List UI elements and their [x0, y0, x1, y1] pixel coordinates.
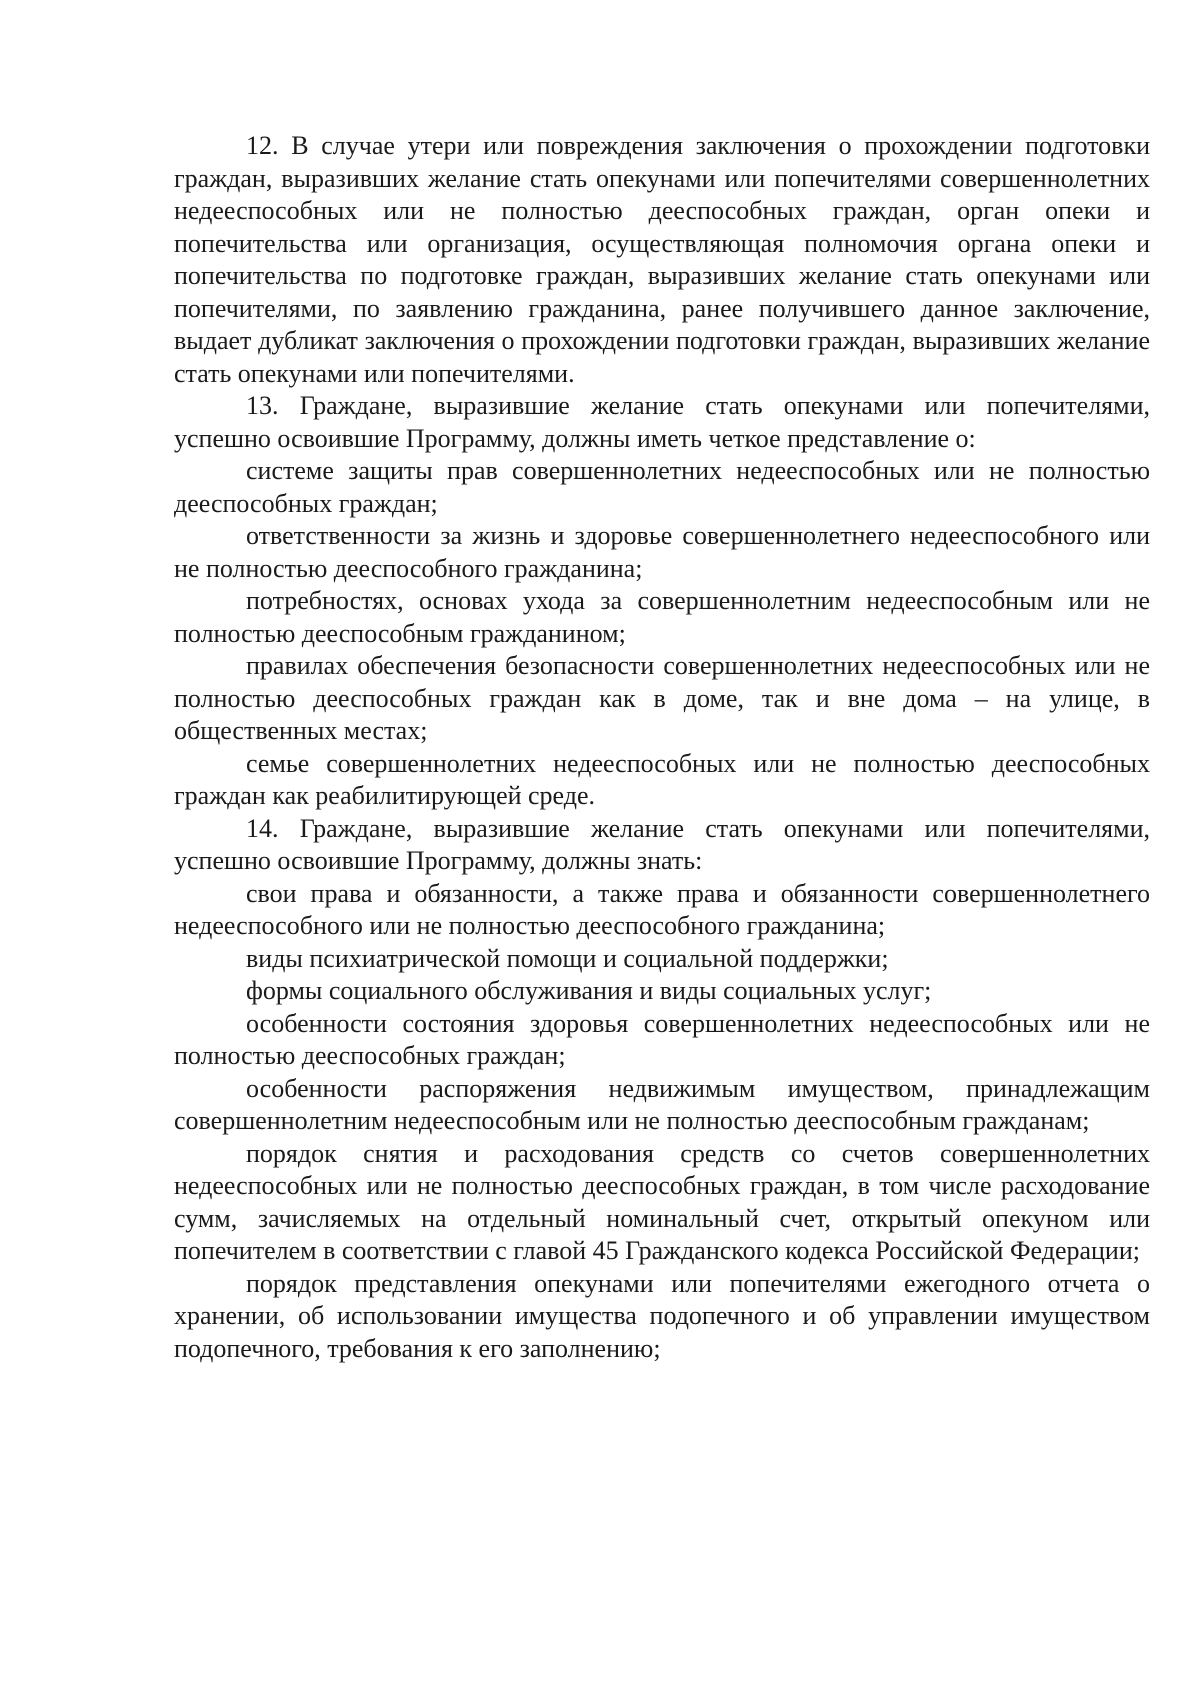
list-item: порядок представления опекунами или попечителями ежегодного отчета о хранении, об использовании имущества подопечного и об управлении имуществом подопечного, требования к его заполнению; [174, 1268, 1150, 1363]
paragraph-13: 13. Граждане, выразившие желание стать опекунами или попечителями, успешно освоившие Программу, должны иметь четкое представление о: [174, 391, 1150, 453]
list-item: формы социального обслуживания и виды социальных услуг; [246, 976, 932, 1005]
list-item: особенности состояния здоровья совершеннолетних недееспособных или не полностью дееспособных граждан; [174, 1008, 1150, 1070]
paragraph-14: 14. Граждане, выразившие желание стать опекунами или попечителями, успешно освоившие Программу, должны знать: [174, 813, 1150, 875]
list-item: виды психиатрической помощи и социальной поддержки; [246, 943, 889, 973]
paragraph-12: 12. В случае утери или повреждения заключения о прохождении подготовки граждан, выразивших желание стать опекунами или попечителями совершеннолетних недееспособных или не полностью дееспособных граждан, орган опеки и попечительства или организация, осуществляющая полномочия органа опеки и попечительства по подготовке граждан, выразивших желание стать опекунами или попечителями, по заявлению гражданина, ранее получившего данное заключение, выдает дубликат заключения о прохождении подготовки граждан, выразивших желание стать опекунами или попечителями. [174, 131, 1150, 388]
list-item: потребностях, основах ухода за совершеннолетним недееспособным или не полностью дееспособным гражданином; [174, 586, 1150, 648]
list-item: свои права и обязанности, а также права и обязанности совершеннолетнего недееспособного или не полностью дееспособного гражданина; [174, 878, 1150, 940]
list-item: ответственности за жизнь и здоровье совершеннолетнего недееспособного или не полностью дееспособного гражданина; [174, 521, 1150, 583]
list-item: семье совершеннолетних недееспособных или не полностью дееспособных граждан как реабилитирующей среде. [174, 748, 1150, 810]
list-item: правилах обеспечения безопасности совершеннолетних недееспособных или не полностью дееспособных граждан как в доме, так и вне дома – на улице, в общественных местах; [174, 651, 1150, 745]
list-item: системе защиты прав совершеннолетних недееспособных или не полностью дееспособных граждан; [174, 456, 1150, 518]
list-item: порядок снятия и расходования средств со счетов совершеннолетних недееспособных или не полностью дееспособных граждан, в том числе расходование сумм, зачисляемых на отдельный номинальный счет, открытый опекуном или попечителем в соответствии с главой 45 Гражданского кодекса Российской Федерации; [174, 1138, 1150, 1265]
document-body [174, 130, 1150, 1365]
list-item: особенности распоряжения недвижимым имуществом, принадлежащим совершеннолетним недееспособным или не полностью дееспособным гражданам; [174, 1073, 1150, 1135]
